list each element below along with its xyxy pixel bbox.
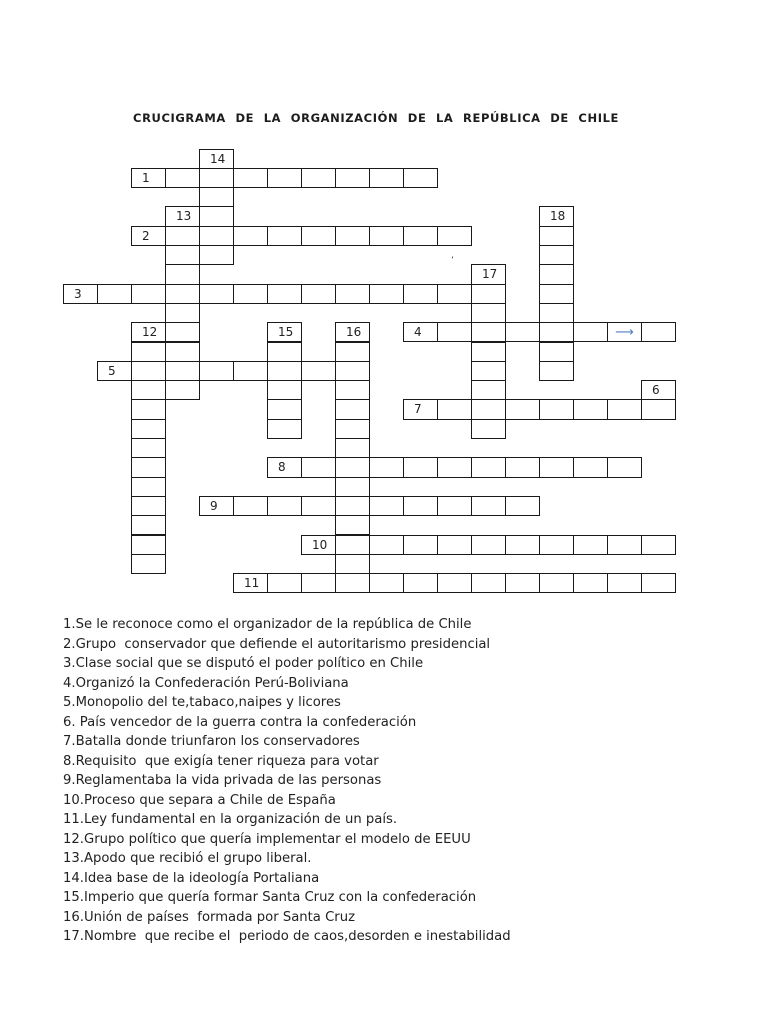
grid-cell[interactable]	[301, 573, 336, 593]
clue-17: 17.Nombre que recibe el periodo de caos,desorden e inestabilidad	[63, 929, 511, 944]
grid-cell[interactable]	[131, 284, 166, 304]
grid-cell[interactable]	[131, 438, 166, 458]
grid-cell[interactable]	[539, 303, 574, 323]
grid-cell[interactable]	[437, 496, 472, 516]
grid-cell[interactable]	[369, 573, 404, 593]
grid-cell[interactable]	[267, 573, 302, 593]
grid-cell[interactable]	[131, 496, 166, 516]
grid-cell[interactable]	[199, 187, 234, 207]
clue-number-15[interactable]: 15	[267, 322, 302, 342]
grid-cell[interactable]	[199, 245, 234, 265]
grid-cell[interactable]	[335, 573, 370, 593]
clue-number-16[interactable]: 16	[335, 322, 370, 342]
clue-8: 8.Requisito que exigía tener riqueza para votar	[63, 753, 379, 769]
grid-cell[interactable]	[131, 477, 166, 497]
grid-cell[interactable]	[403, 573, 438, 593]
clue-number-14[interactable]: 14	[199, 149, 234, 169]
grid-cell[interactable]	[437, 535, 472, 555]
clue-number-5[interactable]: 5	[97, 361, 132, 381]
grid-cell[interactable]	[199, 284, 234, 304]
grid-cell[interactable]	[369, 496, 404, 516]
grid-cell[interactable]	[471, 322, 506, 342]
clue-number-11[interactable]: 11	[233, 573, 268, 593]
clue-number-17[interactable]: 17	[471, 264, 506, 284]
grid-cell[interactable]	[539, 535, 574, 555]
grid-cell[interactable]	[335, 457, 370, 477]
grid-cell[interactable]	[471, 361, 506, 381]
grid-cell[interactable]	[131, 361, 166, 381]
grid-cell[interactable]	[335, 399, 370, 419]
clue-number-3[interactable]: 3	[63, 284, 98, 304]
clue-10: 10.Proceso que separa a Chile de España	[63, 792, 336, 808]
grid-cell[interactable]	[233, 168, 268, 188]
grid-cell[interactable]	[165, 284, 200, 304]
clue-number-7[interactable]: 7	[403, 399, 438, 419]
grid-cell[interactable]	[199, 168, 234, 188]
grid-cell[interactable]	[403, 226, 438, 246]
grid-cell[interactable]	[233, 226, 268, 246]
clue-2: 2.Grupo conservador que defiende el autoritarismo presidencial	[63, 636, 491, 652]
grid-cell[interactable]	[539, 284, 574, 304]
grid-cell[interactable]	[301, 457, 336, 477]
grid-cell[interactable]	[233, 496, 268, 516]
grid-cell[interactable]	[471, 284, 506, 304]
clue-1: 1.Se le reconoce como el organizador de la república de Chile	[63, 617, 472, 632]
grid-cell[interactable]	[539, 457, 574, 477]
right-arrow-icon: ⟶	[615, 325, 634, 341]
grid-cell[interactable]	[335, 380, 370, 400]
clue-number-10[interactable]: 10	[301, 535, 336, 555]
grid-cell[interactable]	[573, 399, 608, 419]
grid-cell[interactable]	[505, 535, 540, 555]
grid-cell[interactable]	[607, 399, 642, 419]
clue-7: 7.Batalla donde triunfaron los conservadores	[63, 734, 360, 749]
grid-cell[interactable]	[301, 168, 336, 188]
grid-cell[interactable]	[641, 573, 676, 593]
grid-cell[interactable]	[403, 457, 438, 477]
grid-cell[interactable]	[131, 342, 166, 362]
grid-cell[interactable]	[573, 457, 608, 477]
grid-cell[interactable]	[335, 477, 370, 497]
grid-cell[interactable]	[437, 573, 472, 593]
clue-5: 5.Monopolio del te,tabaco,naipes y licores	[63, 695, 341, 710]
clue-11: 11.Ley fundamental en la organización de un país.	[63, 812, 398, 827]
grid-cell[interactable]	[233, 361, 268, 381]
grid-cell[interactable]	[539, 573, 574, 593]
grid-cell[interactable]	[233, 284, 268, 304]
clue-number-1[interactable]: 1	[131, 168, 166, 188]
grid-cell[interactable]	[165, 245, 200, 265]
grid-cell[interactable]	[335, 342, 370, 362]
clue-15: 15.Imperio que quería formar Santa Cruz con la confederación	[63, 890, 477, 905]
grid-cell[interactable]	[97, 284, 132, 304]
grid-cell[interactable]	[131, 419, 166, 439]
clue-3: 3.Clase social que se disputó el poder político en Chile	[63, 656, 424, 671]
grid-cell[interactable]	[165, 264, 200, 284]
grid-cell[interactable]	[539, 226, 574, 246]
clue-16: 16.Unión de países formada por Santa Cruz	[63, 909, 355, 925]
clue-number-9[interactable]: 9	[199, 496, 234, 516]
grid-cell[interactable]	[335, 419, 370, 439]
grid-cell[interactable]	[641, 399, 676, 419]
page-title: CRUCIGRAMA DE LA ORGANIZACIÓN DE LA REPÚBLICA DE CHILE	[133, 111, 619, 125]
grid-cell[interactable]	[199, 206, 234, 226]
grid-cell[interactable]	[403, 535, 438, 555]
grid-cell[interactable]	[335, 168, 370, 188]
grid-cell[interactable]	[267, 419, 302, 439]
grid-cell[interactable]	[267, 168, 302, 188]
grid-cell[interactable]	[403, 168, 438, 188]
grid-cell[interactable]	[131, 457, 166, 477]
clue-number-13[interactable]: 13	[165, 206, 200, 226]
grid-cell[interactable]	[131, 380, 166, 400]
grid-cell[interactable]	[607, 457, 642, 477]
grid-cell[interactable]	[335, 438, 370, 458]
grid-cell[interactable]	[369, 168, 404, 188]
grid-cell[interactable]	[335, 361, 370, 381]
grid-cell[interactable]	[573, 573, 608, 593]
clue-number-2[interactable]: 2	[131, 226, 166, 246]
clue-number-18[interactable]: 18	[539, 206, 574, 226]
grid-cell[interactable]	[369, 226, 404, 246]
grid-cell[interactable]	[403, 284, 438, 304]
grid-cell[interactable]	[471, 573, 506, 593]
grid-cell[interactable]	[437, 226, 472, 246]
clue-list	[63, 615, 511, 947]
grid-cell[interactable]	[505, 573, 540, 593]
grid-cell[interactable]	[267, 342, 302, 362]
grid-cell[interactable]	[573, 322, 608, 342]
grid-cell[interactable]	[471, 380, 506, 400]
grid-cell[interactable]	[301, 361, 336, 381]
grid-cell[interactable]	[505, 322, 540, 342]
clue-4: 4.Organizó la Confederación Perú-Boliviana	[63, 675, 349, 691]
grid-cell[interactable]	[267, 399, 302, 419]
grid-cell[interactable]	[437, 457, 472, 477]
grid-cell[interactable]	[335, 515, 370, 535]
grid-cell[interactable]	[471, 457, 506, 477]
grid-cell[interactable]	[471, 342, 506, 362]
grid-cell[interactable]	[301, 226, 336, 246]
grid-cell[interactable]	[403, 496, 438, 516]
clue-number-6[interactable]: 6	[641, 380, 676, 400]
grid-cell[interactable]	[199, 361, 234, 381]
grid-cell[interactable]	[131, 535, 166, 555]
grid-cell[interactable]	[471, 419, 506, 439]
grid-cell[interactable]	[165, 342, 200, 362]
grid-cell[interactable]	[267, 380, 302, 400]
grid-cell[interactable]	[267, 361, 302, 381]
grid-cell[interactable]	[471, 303, 506, 323]
grid-cell[interactable]	[369, 284, 404, 304]
grid-cell[interactable]	[165, 361, 200, 381]
grid-cell[interactable]	[267, 284, 302, 304]
grid-cell[interactable]	[539, 322, 574, 342]
grid-cell[interactable]	[641, 535, 676, 555]
grid-cell[interactable]	[165, 380, 200, 400]
grid-cell[interactable]	[573, 535, 608, 555]
clue-number-12[interactable]: 12	[131, 322, 166, 342]
clue-13: 13.Apodo que recibió el grupo liberal.	[63, 851, 312, 866]
grid-cell[interactable]	[335, 284, 370, 304]
stray-mark: ’	[451, 256, 454, 266]
grid-cell[interactable]	[437, 322, 472, 342]
clue-9: 9.Reglamentaba la vida privada de las personas	[63, 773, 382, 788]
grid-cell[interactable]	[335, 226, 370, 246]
grid-cell[interactable]	[131, 554, 166, 574]
grid-cell[interactable]	[165, 168, 200, 188]
clue-6: 6. País vencedor de la guerra contra la confederación	[63, 714, 417, 730]
grid-cell[interactable]	[165, 322, 200, 342]
clue-12: 12.Grupo político que quería implementar el modelo de EEUU	[63, 831, 471, 847]
grid-cell[interactable]	[641, 322, 676, 342]
arrow-cell[interactable]	[607, 322, 642, 342]
grid-cell[interactable]	[539, 399, 574, 419]
grid-cell[interactable]	[539, 245, 574, 265]
grid-cell[interactable]	[301, 284, 336, 304]
grid-cell[interactable]	[369, 457, 404, 477]
grid-cell[interactable]	[539, 264, 574, 284]
grid-cell[interactable]	[607, 535, 642, 555]
grid-cell[interactable]	[267, 226, 302, 246]
grid-cell[interactable]	[335, 535, 370, 555]
grid-cell[interactable]	[131, 515, 166, 535]
grid-cell[interactable]	[505, 457, 540, 477]
grid-cell[interactable]	[471, 399, 506, 419]
grid-cell[interactable]	[437, 399, 472, 419]
grid-cell[interactable]	[471, 535, 506, 555]
grid-cell[interactable]	[369, 535, 404, 555]
clue-number-8[interactable]: 8	[267, 457, 302, 477]
grid-cell[interactable]	[505, 399, 540, 419]
grid-cell[interactable]	[505, 496, 540, 516]
grid-cell[interactable]	[607, 573, 642, 593]
clue-number-4[interactable]: 4	[403, 322, 438, 342]
grid-cell[interactable]	[471, 496, 506, 516]
grid-cell[interactable]	[539, 361, 574, 381]
grid-cell[interactable]	[267, 496, 302, 516]
grid-cell[interactable]	[335, 496, 370, 516]
clue-14: 14.Idea base de la ideología Portaliana	[63, 870, 320, 886]
grid-cell[interactable]	[165, 226, 200, 246]
grid-cell[interactable]	[165, 303, 200, 323]
grid-cell[interactable]	[301, 496, 336, 516]
grid-cell[interactable]	[199, 226, 234, 246]
grid-cell[interactable]	[437, 284, 472, 304]
grid-cell[interactable]	[335, 554, 370, 574]
grid-cell[interactable]	[131, 399, 166, 419]
grid-cell[interactable]	[539, 342, 574, 362]
